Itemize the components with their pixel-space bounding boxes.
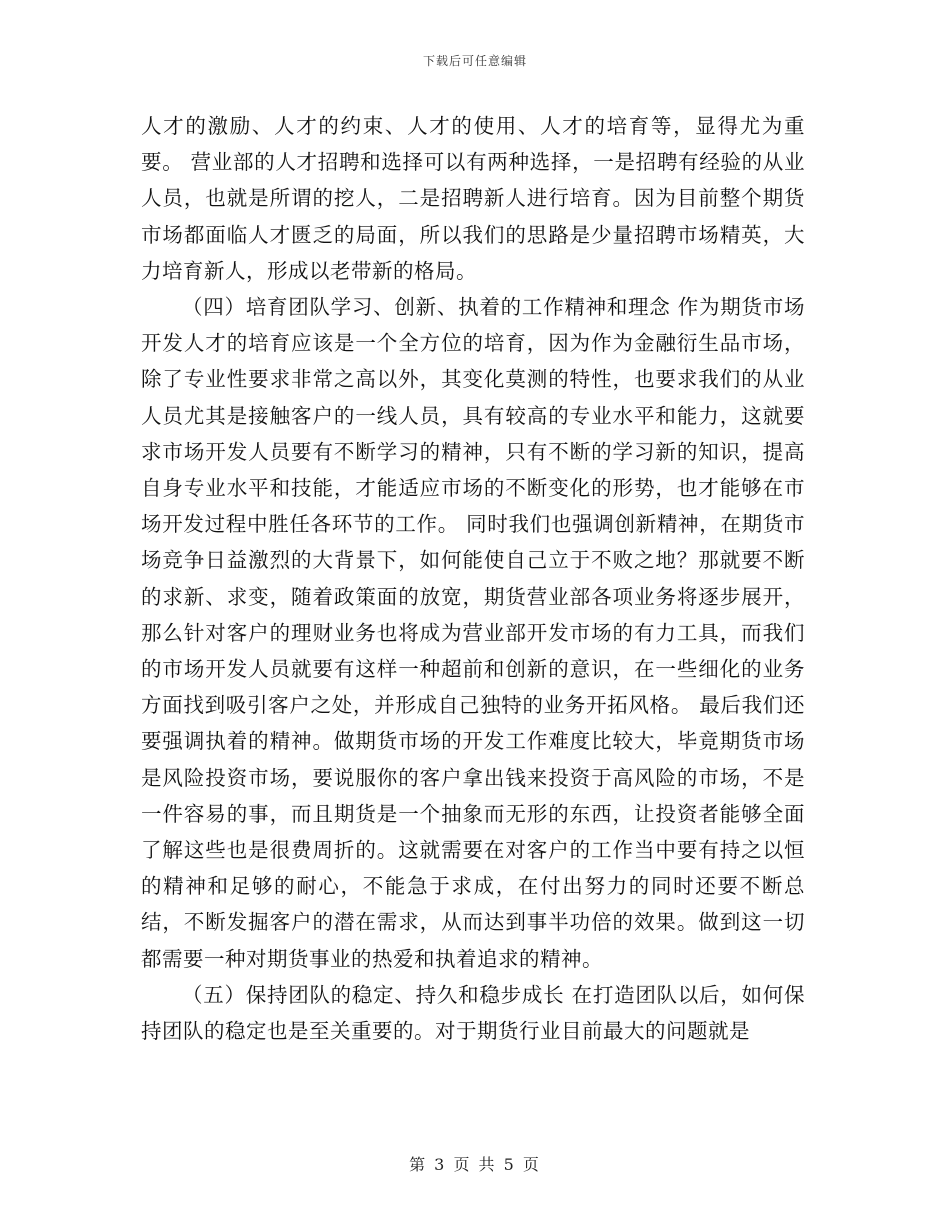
page-header: 下载后可任意编辑 xyxy=(422,54,527,68)
paragraph-3: （五）保持团队的稳定、持久和稳步成长 在打造团队以后，如何保持团队的稳定也是至关重要的。对于期货行业目前最大的问题就是 xyxy=(141,982,805,1044)
page-footer: 第 3 页 共 5 页 xyxy=(409,1155,541,1174)
document-body xyxy=(141,108,805,1049)
paragraph-1: 人才的激励、人才的约束、人才的使用、人才的培育等，显得尤为重要。 营业部的人才招聘和选择可以有两种选择，一是招聘有经验的从业人员，也就是所谓的挖人，二是招聘新人进行培育。因为目前整个期货市场都面临人才匮乏的局面，所以我们的思路是少量招聘市场精英，大力培育新人，形成以老带新的格局。 xyxy=(141,114,805,283)
paragraph-2: （四）培育团队学习、创新、执着的工作精神和理念 作为期货市场开发人才的培育应该是一个全方位的培育，因为作为金融衍生品市场，除了专业性要求非常之高以外，其变化莫测的特性，也要求我们的从业人员尤其是接触客户的一线人员，具有较高的专业水平和能力，这就要求市场开发人员要有不断学习的精神，只有不断的学习新的知识，提高自身专业水平和技能，才能适应市场的不断变化的形势，也才能够在市场开发过程中胜任各环节的工作。 同时我们也强调创新精神，在期货市场竞争日益激烈的大背景下，如何能使自己立于不败之地？那就要不断的求新、求变，随着政策面的放宽，期货营业部各项业务将逐步展开，那么针对客户的理财业务也将成为营业部开发市场的有力工具，而我们的市场开发人员就要有这样一种超前和创新的意识，在一些细化的业务方面找到吸引客户之处，并形成自己独特的业务开拓风格。 最后我们还要强调执着的精神。做期货市场的开发工作难度比较大，毕竟期货市场是风险投资市场，要说服你的客户拿出钱来投资于高风险的市场，不是一件容易的事，而且期货是一个抽象而无形的东西，让投资者能够全面了解这些也是很费周折的。这就需要在对客户的工作当中要有持之以恒的精神和足够的耐心，不能急于求成，在付出努力的同时还要不断总结，不断发掘客户的潜在需求，从而达到事半功倍的效果。做到这一切都需要一种对期货事业的热爱和执着追求的精神。 xyxy=(141,295,805,971)
